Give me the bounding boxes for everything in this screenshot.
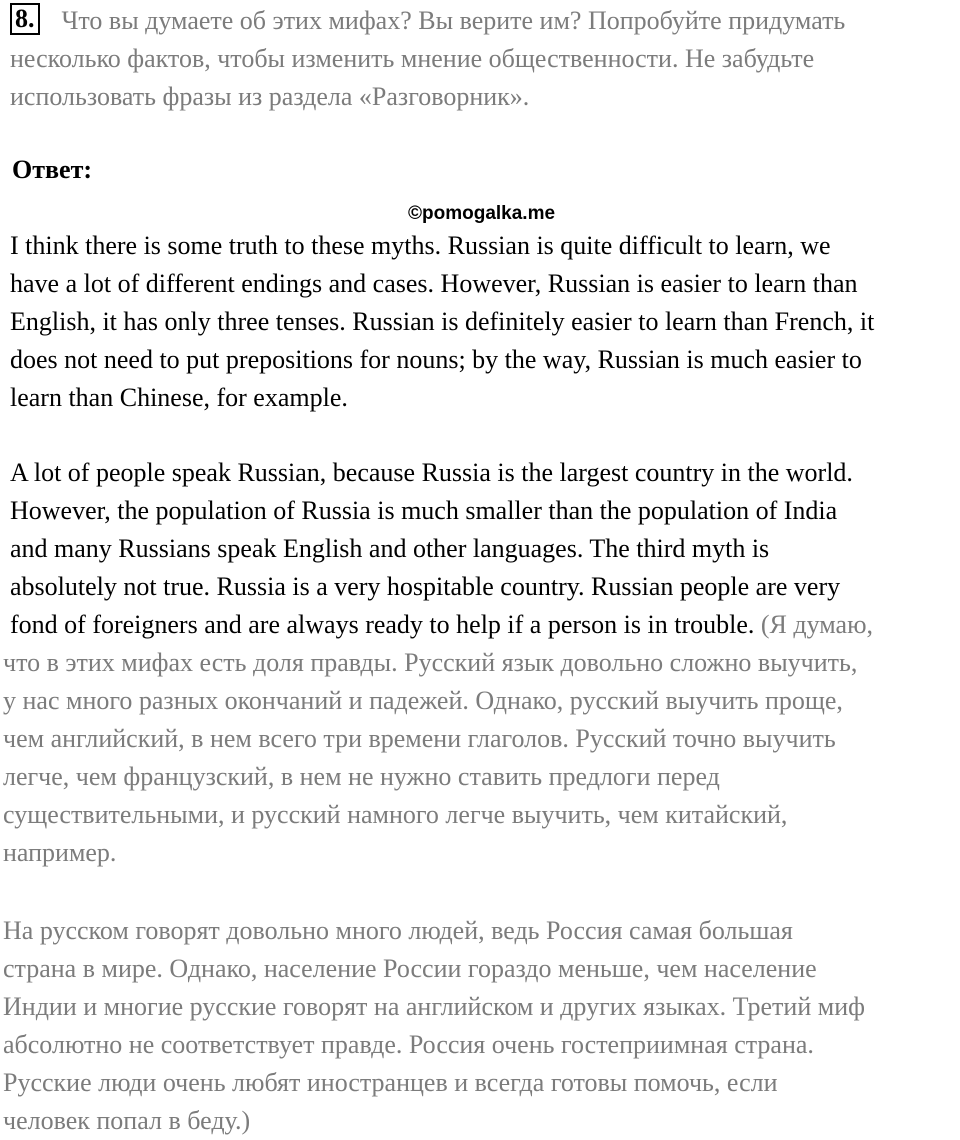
site-watermark: ©pomogalka.me — [408, 203, 556, 224]
text-line: страна в мире. Однако, население России гораздо меньше, чем население — [3, 954, 817, 983]
text-line: у нас много разных окончаний и падежей. Однако, русский выучить проще, — [3, 686, 843, 715]
text-line: чем английский, в нем всего три времени глаголов. Русский точно выучить — [3, 724, 836, 753]
task-prompt — [10, 2, 954, 116]
russian-paragraph-1 — [3, 644, 857, 872]
text-line: легче, чем французский, в нем не нужно ставить предлоги перед — [3, 762, 720, 791]
english-paragraph-2 — [10, 454, 873, 644]
text-line — [10, 606, 873, 644]
task-text: Что вы думаете об этих мифах? Вы верите им? Попробуйте придумать — [61, 6, 846, 35]
text-line: I think there is some truth to these myths. Russian is quite difficult to learn, we — [10, 231, 831, 260]
translation-start: (Я думаю, — [754, 610, 873, 639]
text-line: English, it has only three tenses. Russian is definitely easier to learn than French, it — [10, 307, 875, 336]
text-line: have a lot of different endings and cases. However, Russian is easier to learn than — [10, 269, 858, 298]
text-line: and many Russians speak English and other languages. The third myth is — [10, 534, 770, 563]
english-last-line: fond of foreigners and are always ready to help if a person is in trouble. — [10, 610, 755, 639]
text-line: does not need to put prepositions for nouns; by the way, Russian is much easier to — [10, 345, 862, 374]
text-line: Индии и многие русские говорят на английском и других языках. Третий миф — [3, 992, 865, 1021]
task-text: использовать фразы из раздела «Разговорник». — [10, 82, 530, 111]
text-line: absolutely not true. Russia is a very hospitable country. Russian people are very — [10, 572, 841, 601]
english-paragraph-1 — [10, 227, 874, 417]
text-line: На русском говорят довольно много людей, ведь Россия самая большая — [3, 916, 793, 945]
text-line: абсолютно не соответствует правде. Россия очень гостеприимная страна. — [3, 1030, 814, 1059]
text-line: However, the population of Russia is much smaller than the population of India — [10, 496, 838, 525]
text-line: learn than Chinese, for example. — [10, 383, 348, 412]
text-line: например. — [3, 838, 117, 867]
text-line: существительными, и русский намного легче выучить, чем китайский, — [3, 800, 788, 829]
task-text: несколько фактов, чтобы изменить мнение общественности. Не забудьте — [10, 44, 815, 73]
answer-heading: Ответ: — [12, 155, 93, 184]
text-line: что в этих мифах есть доля правды. Русский язык довольно сложно выучить, — [3, 648, 858, 677]
text-line: человек попал в беду.) — [3, 1106, 251, 1135]
task-line — [10, 2, 954, 40]
text-line: Русские люди очень любят иностранцев и всегда готовы помочь, если — [3, 1068, 778, 1097]
russian-paragraph-2 — [3, 912, 865, 1140]
text-line: A lot of people speak Russian, because Russia is the largest country in the world. — [10, 458, 853, 487]
task-number-badge: 8. — [10, 3, 40, 35]
